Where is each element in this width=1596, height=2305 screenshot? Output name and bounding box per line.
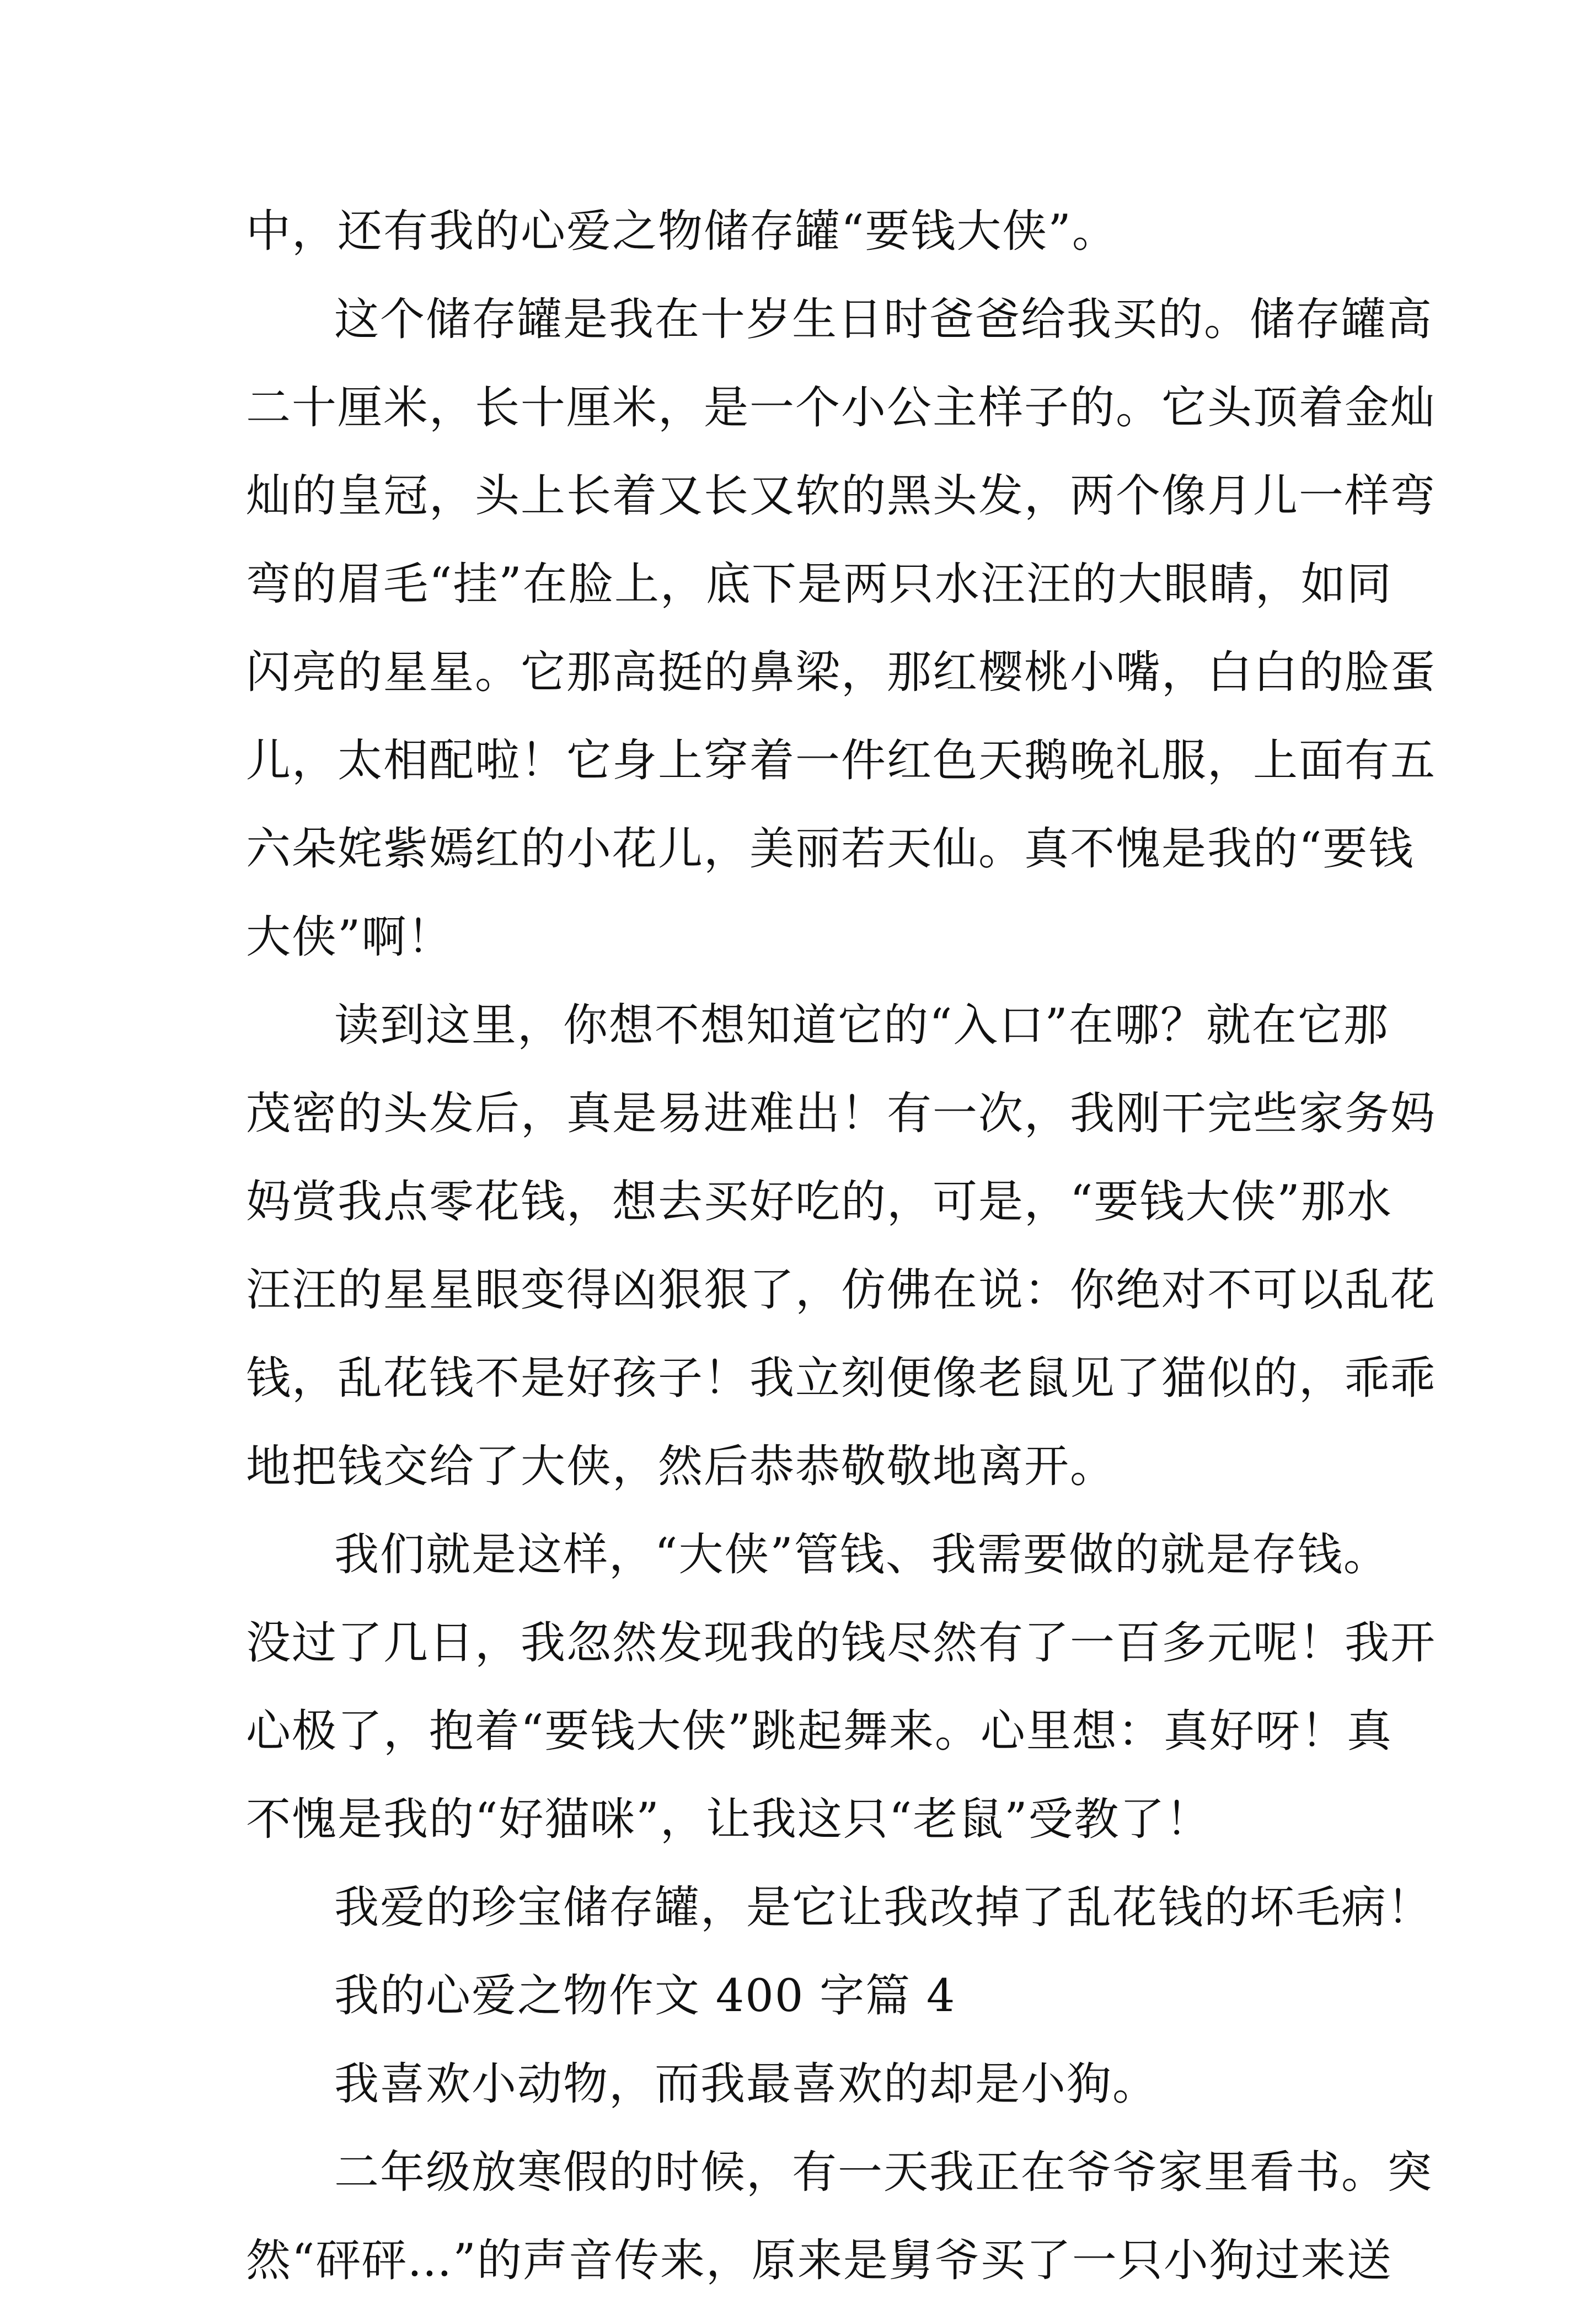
section-heading: 我的心爱之物作文 400 字篇 4	[334, 1970, 956, 2022]
text-line: 大侠”啊！	[246, 912, 453, 963]
paragraph-start-line: 这个储存罐是我在十岁生日时爸爸给我买的。储存罐高	[334, 294, 1433, 346]
paragraph-start-line: 二年级放寒假的时候，有一天我正在爷爷家里看书。突	[334, 2147, 1433, 2199]
paragraph-start-line: 我们就是这样，“大侠”管钱、我需要做的就是存钱。	[334, 1529, 1389, 1581]
text-line: 钱，乱花钱不是好孩子！我立刻便像老鼠见了猫似的，乖乖	[246, 1353, 1437, 1405]
text-line: 妈赏我点零花钱，想去买好吃的，可是，“要钱大侠”那水	[246, 1176, 1393, 1228]
text-line: 没过了几日，我忽然发现我的钱尽然有了一百多元呢！我开	[246, 1617, 1437, 1669]
paragraph-start-line: 读到这里，你想不想知道它的“入口”在哪？就在它那	[334, 1000, 1389, 1052]
text-line: 地把钱交给了大侠，然后恭恭敬敬地离开。	[246, 1441, 1116, 1493]
text-line: 中，还有我的心爱之物储存罐“要钱大侠”。	[246, 206, 1118, 258]
paragraph-start-line: 我爱的珍宝储存罐，是它让我改掉了乱花钱的坏毛病！	[334, 1882, 1433, 1934]
text-line: 儿，太相配啦！它身上穿着一件红色天鹅晚礼服，上面有五	[246, 735, 1437, 787]
paragraph-start-line: 我喜欢小动物，而我最喜欢的却是小狗。	[334, 2059, 1159, 2110]
text-line: 汪汪的星星眼变得凶狠狠了，仿佛在说：你绝对不可以乱花	[246, 1264, 1437, 1316]
article-body	[246, 187, 1437, 2305]
text-line: 不愧是我的“好猫咪”，让我这只“老鼠”受教了！	[246, 1794, 1212, 1846]
text-line: 闪亮的星星。它那高挺的鼻梁，那红樱桃小嘴，白白的脸蛋	[246, 647, 1437, 699]
text-line: 灿的皇冠，头上长着又长又软的黑头发，两个像月儿一样弯	[246, 470, 1437, 522]
text-line: 弯的眉毛“挂”在脸上，底下是两只水汪汪的大眼睛，如同	[246, 559, 1393, 610]
text-line: 六朵姹紫嫣红的小花儿，美丽若天仙。真不愧是我的“要钱	[246, 823, 1415, 875]
text-line: 心极了，抱着“要钱大侠”跳起舞来。心里想：真好呀！真	[246, 1706, 1393, 1757]
text-line: 二十厘米，长十厘米，是一个小公主样子的。它头顶着金灿	[246, 382, 1437, 434]
text-line: 茂密的头发后，真是易进难出！有一次，我刚干完些家务妈	[246, 1088, 1437, 1140]
text-line: 然“砰砰…”的声音传来，原来是舅爷买了一只小狗过来送	[246, 2235, 1393, 2287]
